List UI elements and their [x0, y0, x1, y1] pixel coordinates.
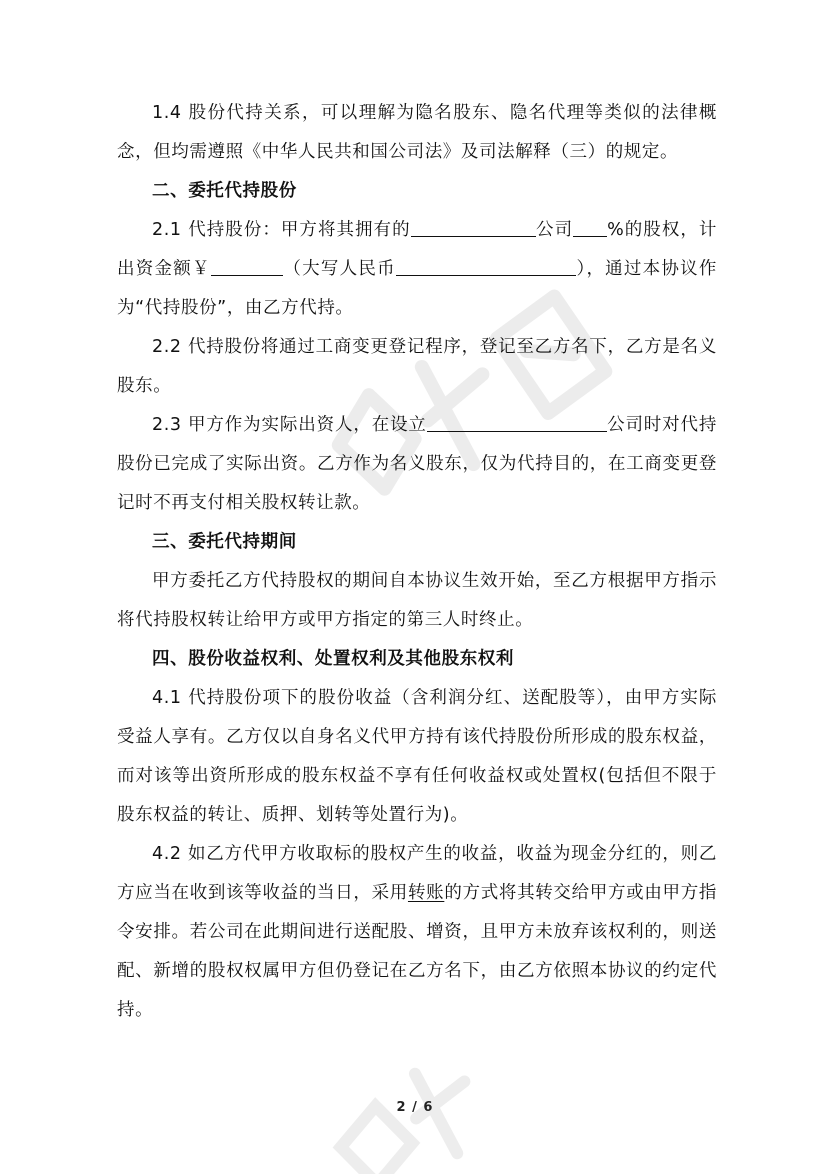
document-body — [117, 94, 717, 1030]
section-4-heading: 四、股份收益权利、处置权利及其他股东权利 — [152, 649, 514, 669]
clause-2-2: 2.2 代持股份将通过工商变更登记程序，登记至乙方名下，乙方是名义股东。 — [117, 337, 717, 396]
percentage-blank[interactable] — [573, 214, 607, 237]
clause-2-1-text-a: 2.1 代持股份：甲方将其拥有的 — [152, 220, 411, 240]
section-3-heading: 三、委托代持期间 — [152, 532, 297, 552]
established-company-blank[interactable] — [427, 409, 607, 432]
clause-4-1: 4.1 代持股份项下的股份收益（含利润分红、送配股等），由甲方实际受益人享有。乙方仅以自身名义代甲方持有该代持股份所形成的股东权益，而对该等出资所形成的股东权益不享有任何收益权或处置权(包括但不限于股东权益的转让、质押、划转等处置行为)。 — [117, 688, 717, 825]
amount-in-words-blank[interactable] — [396, 253, 576, 276]
amount-blank[interactable] — [211, 253, 283, 276]
section-2-heading: 二、委托代持股份 — [152, 181, 297, 201]
clause-2-3 — [117, 406, 717, 523]
company-name-blank[interactable] — [411, 214, 536, 237]
clause-1-4: 1.4 股份代持关系，可以理解为隐名股东、隐名代理等类似的法律概念，但均需遵照《中华人民共和国公司法》及司法解释（三）的规定。 — [117, 103, 717, 162]
clause-3: 甲方委托乙方代持股权的期间自本协议生效开始，至乙方根据甲方指示将代持股权转让给甲方或甲方指定的第三人时终止。 — [117, 571, 717, 630]
clause-4-2-text-a: 4.2 如乙方代甲方收取标的股权产生的收益，收益为现金分红的，则乙方应当在收到该等收益的当日，采用 — [117, 844, 717, 903]
clause-2-1-text-b: 公司 — [535, 220, 574, 240]
clause-4-2-text-b: 的方式将其转交给甲方或由甲方指令安排。若公司在此期间进行送配股、增资，且甲方未放弃该权利的，则送配、新增的股权权属甲方但仍登记在乙方名下，由乙方依照本协议的约定代持。 — [117, 883, 718, 1020]
clause-2-1 — [117, 211, 717, 328]
clause-2-3-text-b: 公司时对代持股份已完成了实际出资。乙方作为名义股东，仅为代持目的，在工商变更登记时不再支付相关股权转让款。 — [117, 415, 718, 513]
clause-2-1-text-d: （大写人民币 — [282, 259, 396, 279]
clause-4-2 — [117, 835, 717, 1030]
clause-2-1-text-e: ），通过本协议作为“代持股份”，由乙方代持。 — [117, 259, 717, 318]
page-indicator: 2 / 6 — [396, 1100, 434, 1115]
transfer-link[interactable]: 转账 — [407, 883, 445, 903]
clause-2-1-text-c: %的股权，计出资金额￥ — [117, 220, 717, 279]
clause-2-3-text-a: 2.3 甲方作为实际出资人，在设立 — [152, 415, 427, 435]
